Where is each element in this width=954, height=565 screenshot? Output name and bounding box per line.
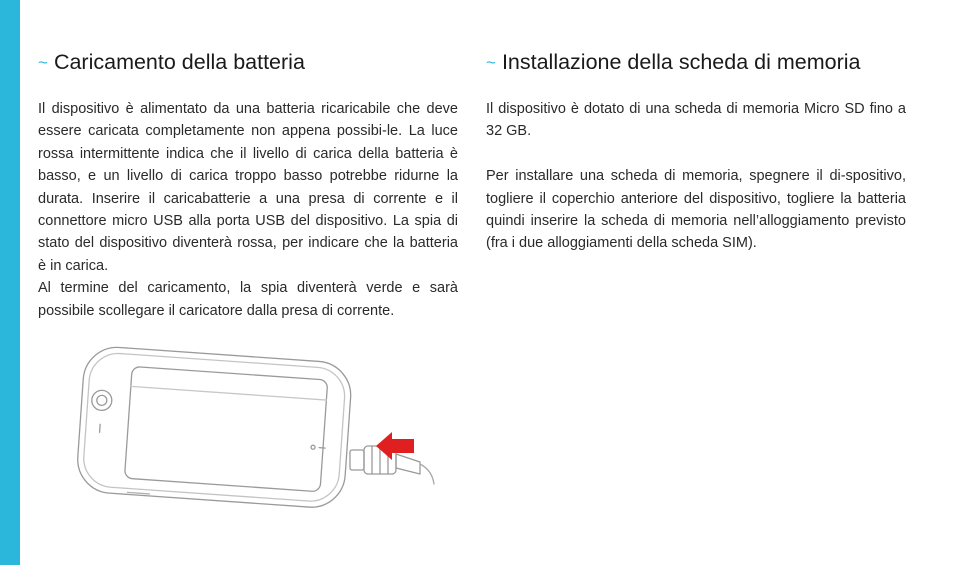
paragraph: Al termine del caricamento, la spia diventerà verde e sarà possibile scollegare il caricatore dalla presa di corrente. <box>38 280 458 319</box>
section-heading <box>486 48 906 76</box>
insert-arrow-icon <box>376 432 414 460</box>
heading-text: Installazione della scheda di memoria <box>501 50 861 74</box>
accent-side-bar <box>0 0 20 565</box>
section-heading <box>38 48 458 76</box>
phone-charging-illustration <box>70 340 450 520</box>
heading-text: Caricamento della batteria <box>53 50 305 74</box>
paragraph-gap <box>486 143 906 165</box>
camera-lens-inner <box>96 395 107 406</box>
phone-body-inner-outline <box>82 352 347 504</box>
section-memory-card <box>486 48 906 255</box>
paragraph: Per installare una scheda di memoria, spegnere il di-spositivo, togliere il coperchio anteriore del dispositivo, togliere la batteria quindi inserire la scheda di memoria nell’alloggiamento previsto (fra i due alloggiamenti della scheda SIM). <box>486 168 906 252</box>
section-body <box>38 98 458 322</box>
heading-tilde: ~ <box>486 53 496 72</box>
camera-lens-outer <box>91 390 112 411</box>
section-battery-charging <box>38 48 458 322</box>
paragraph: Il dispositivo è alimentato da una batteria ricaricabile che deve essere caricata completamente non appena possibi-le. La luce rossa intermittente indica che il livello di carica della batteria è basso, e un livello di carica troppo basso potrebbe ridurne la durata. Inserire il caricabatterie a una presa di corrente e il connettore micro USB alla porta USB del dispositivo. La spia di stato del dispositivo diventerà rossa, per indicare che la batteria è in carica. <box>38 101 458 274</box>
battery-compartment <box>124 366 327 491</box>
paragraph: Il dispositivo è dotato di una scheda di memoria Micro SD fino a 32 GB. <box>486 101 906 140</box>
section-body <box>486 98 906 255</box>
heading-tilde: ~ <box>38 53 48 72</box>
